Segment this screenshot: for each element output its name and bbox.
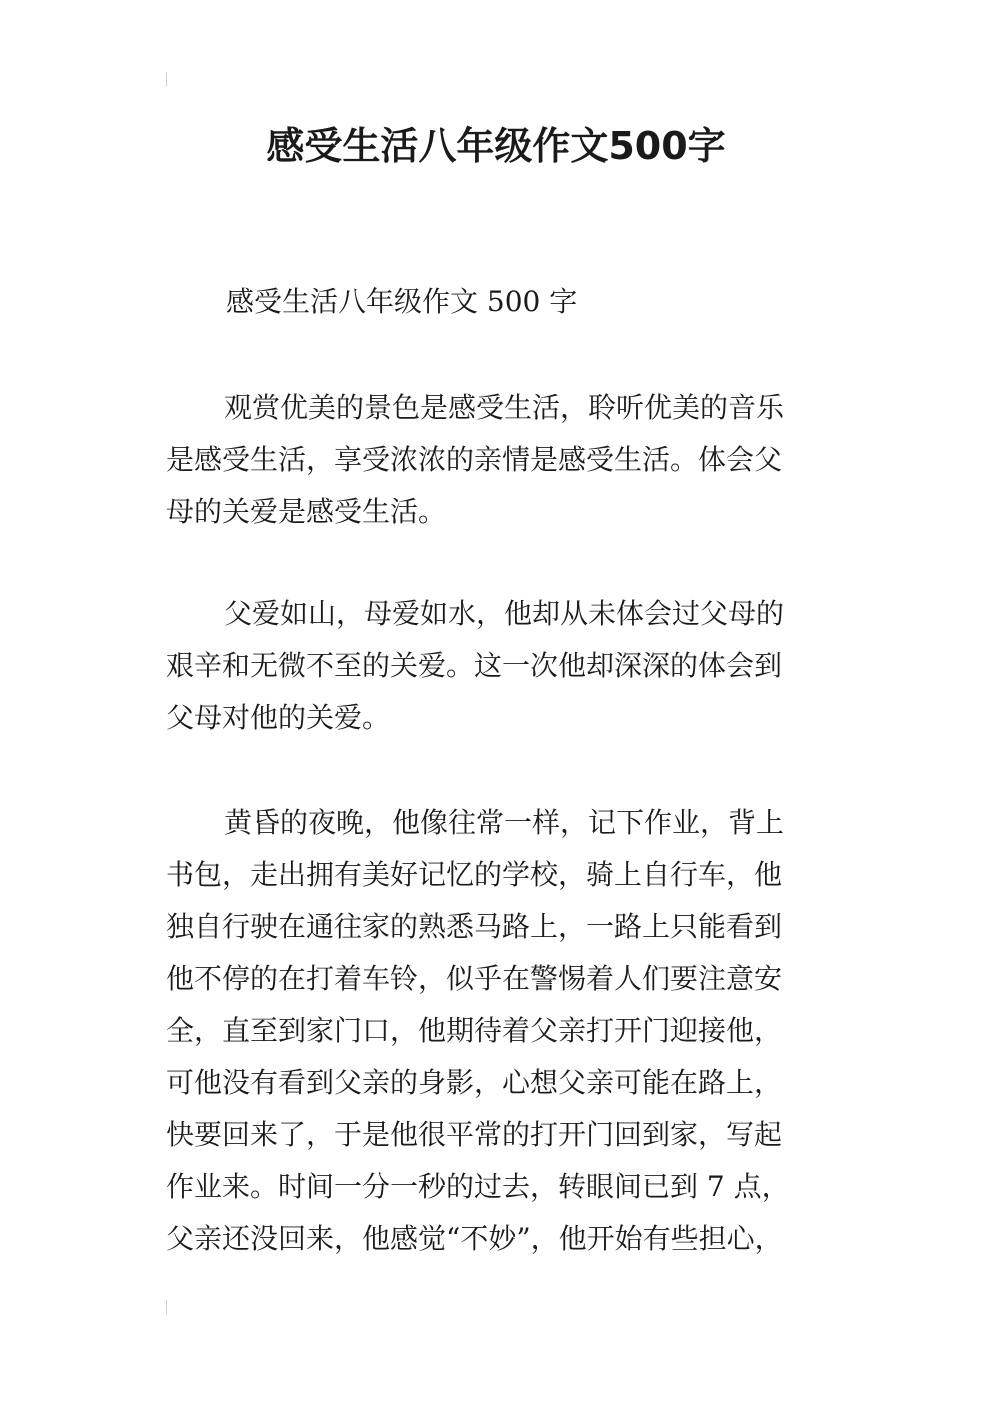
paragraph-line: 母的关爱是感受生活。 [166, 495, 447, 528]
paragraph-line: 作业来。时间一分一秒的过去，转眼间已到 7 点， [166, 1170, 790, 1203]
page-corner-mark-bottom [166, 1300, 167, 1314]
paragraph-line: 是感受生活，享受浓浓的亲情是感受生活。体会父 [166, 443, 783, 476]
paragraph-2 [166, 588, 830, 744]
paragraph-line: 观赏优美的景色是感受生活，聆听优美的音乐 [224, 391, 785, 424]
paragraph-line: 快要回来了，于是他很平常的打开门回到家，写起 [166, 1118, 783, 1151]
paragraph-3 [166, 797, 830, 1265]
paragraph-line: 艰辛和无微不至的关爱。这一次他却深深的体会到 [166, 649, 783, 682]
paragraph-line: 可他没有看到父亲的身影，心想父亲可能在路上， [166, 1066, 783, 1099]
paragraph-line: 父爱如山，母爱如水，他却从未体会过父母的 [224, 597, 785, 630]
paragraph-line: 书包，走出拥有美好记忆的学校，骑上自行车，他 [166, 858, 783, 891]
document-title: 感受生活八年级作文500字 [266, 124, 726, 168]
paragraph-line: 全，直至到家门口，他期待着父亲打开门迎接他， [166, 1014, 783, 1047]
page-corner-mark-top [166, 72, 167, 86]
document-subtitle: 感受生活八年级作文 500 字 [226, 285, 578, 318]
paragraph-line: 黄昏的夜晚，他像往常一样，记下作业，背上 [224, 806, 785, 839]
paragraph-line: 父母对他的关爱。 [166, 701, 391, 734]
paragraph-1 [166, 382, 830, 538]
paragraph-line: 他不停的在打着车铃，似乎在警惕着人们要注意安 [166, 962, 783, 995]
paragraph-line: 父亲还没回来，他感觉“不妙”，他开始有些担心， [166, 1222, 783, 1255]
paragraph-line: 独自行驶在通往家的熟悉马路上，一路上只能看到 [166, 910, 783, 943]
